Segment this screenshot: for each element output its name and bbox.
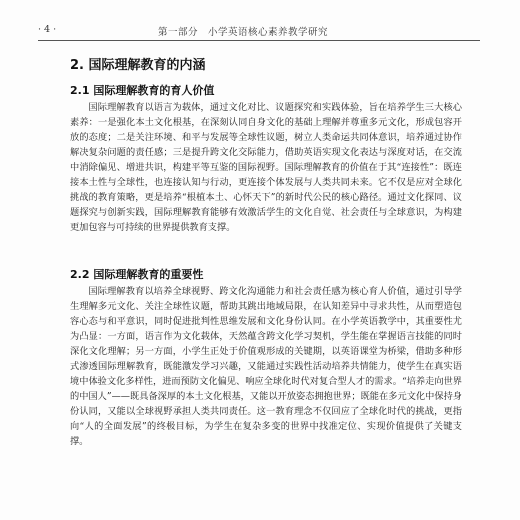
page-number: · 4 · (38, 24, 57, 35)
running-title: 第一部分 小学英语核心素养教学研究 (158, 27, 329, 38)
subsection-heading-2-1: 2.1 国际理解教育的育人价值 (70, 84, 215, 97)
header-rule (38, 40, 480, 41)
running-header (38, 22, 480, 38)
paragraph-2-2: 国际理解教育以培养全球视野、跨文化沟通能力和社会责任感为核心育人价值，通过引导学生理解多元文化、关注全球性议题，帮助其跳出地域局限，在认知差异中寻求共性，从而塑造包容心态与和平意识，同时促进批判性思维发展和文化身份认同。在小学英语教学中，其重要性尤为凸显：一方面，语言作为文化载体，天然蕴含跨文化学习契机，学生能在掌握语言技能的同时深化文化理解；另一方面，小学生正处于价值观形成的关键期，以英语课堂为桥梁，借助多种形式渗透国际理解教育，既能激发学习兴趣，又能通过实践性活动培养共情能力，使学生在真实语境中体验文化多样性，进而预防文化偏见、响应全球化时代对复合型人才的需求。“培养走向世界的中国人”——既具备深厚的本土文化根基，又能以开放姿态拥抱世界；既能在多元文化中保持身份认同，又能以全球视野承担人类共同责任。这一教育理念不仅回应了全球化时代的挑战，更指向“人的全面发展”的终极目标，为学生在复杂多变的世界中找准定位、实现价值提供了关键支撑。 (70, 286, 462, 447)
subsection-heading-2-2: 2.2 国际理解教育的重要性 (70, 268, 204, 281)
section-heading: 2. 国际理解教育的内涵 (70, 58, 206, 73)
paragraph-2-1: 国际理解教育以语言为载体，通过文化对比、议题探究和实践体验，旨在培养学生三大核心素养：一是强化本土文化根基，在深刻认同自身文化的基础上理解并尊重多元文化，形成包容开放的态度；二是关注环境、和平与发展等全球性议题，树立人类命运共同体意识，培养通过协作解决复杂问题的责任感；三是提升跨文化交际能力，借助英语实现文化表达与深度对话，在交流中消除偏见、增进共识，构建平等互鉴的国际视野。国际理解教育的价值在于其“连接性”：既连接本土性与全球性，也连接认知与行动，更连接个体发展与人类共同未来。它不仅是应对全球化挑战的教育策略，更是培养“根植本土、心怀天下”的新时代公民的核心路径。通过文化探同、议题探究与创新实践，国际理解教育能够有效激活学生的文化自觉、社会责任与全球意识，为构建更加包容与可持续的世界提供教育支撑。 (70, 102, 462, 233)
